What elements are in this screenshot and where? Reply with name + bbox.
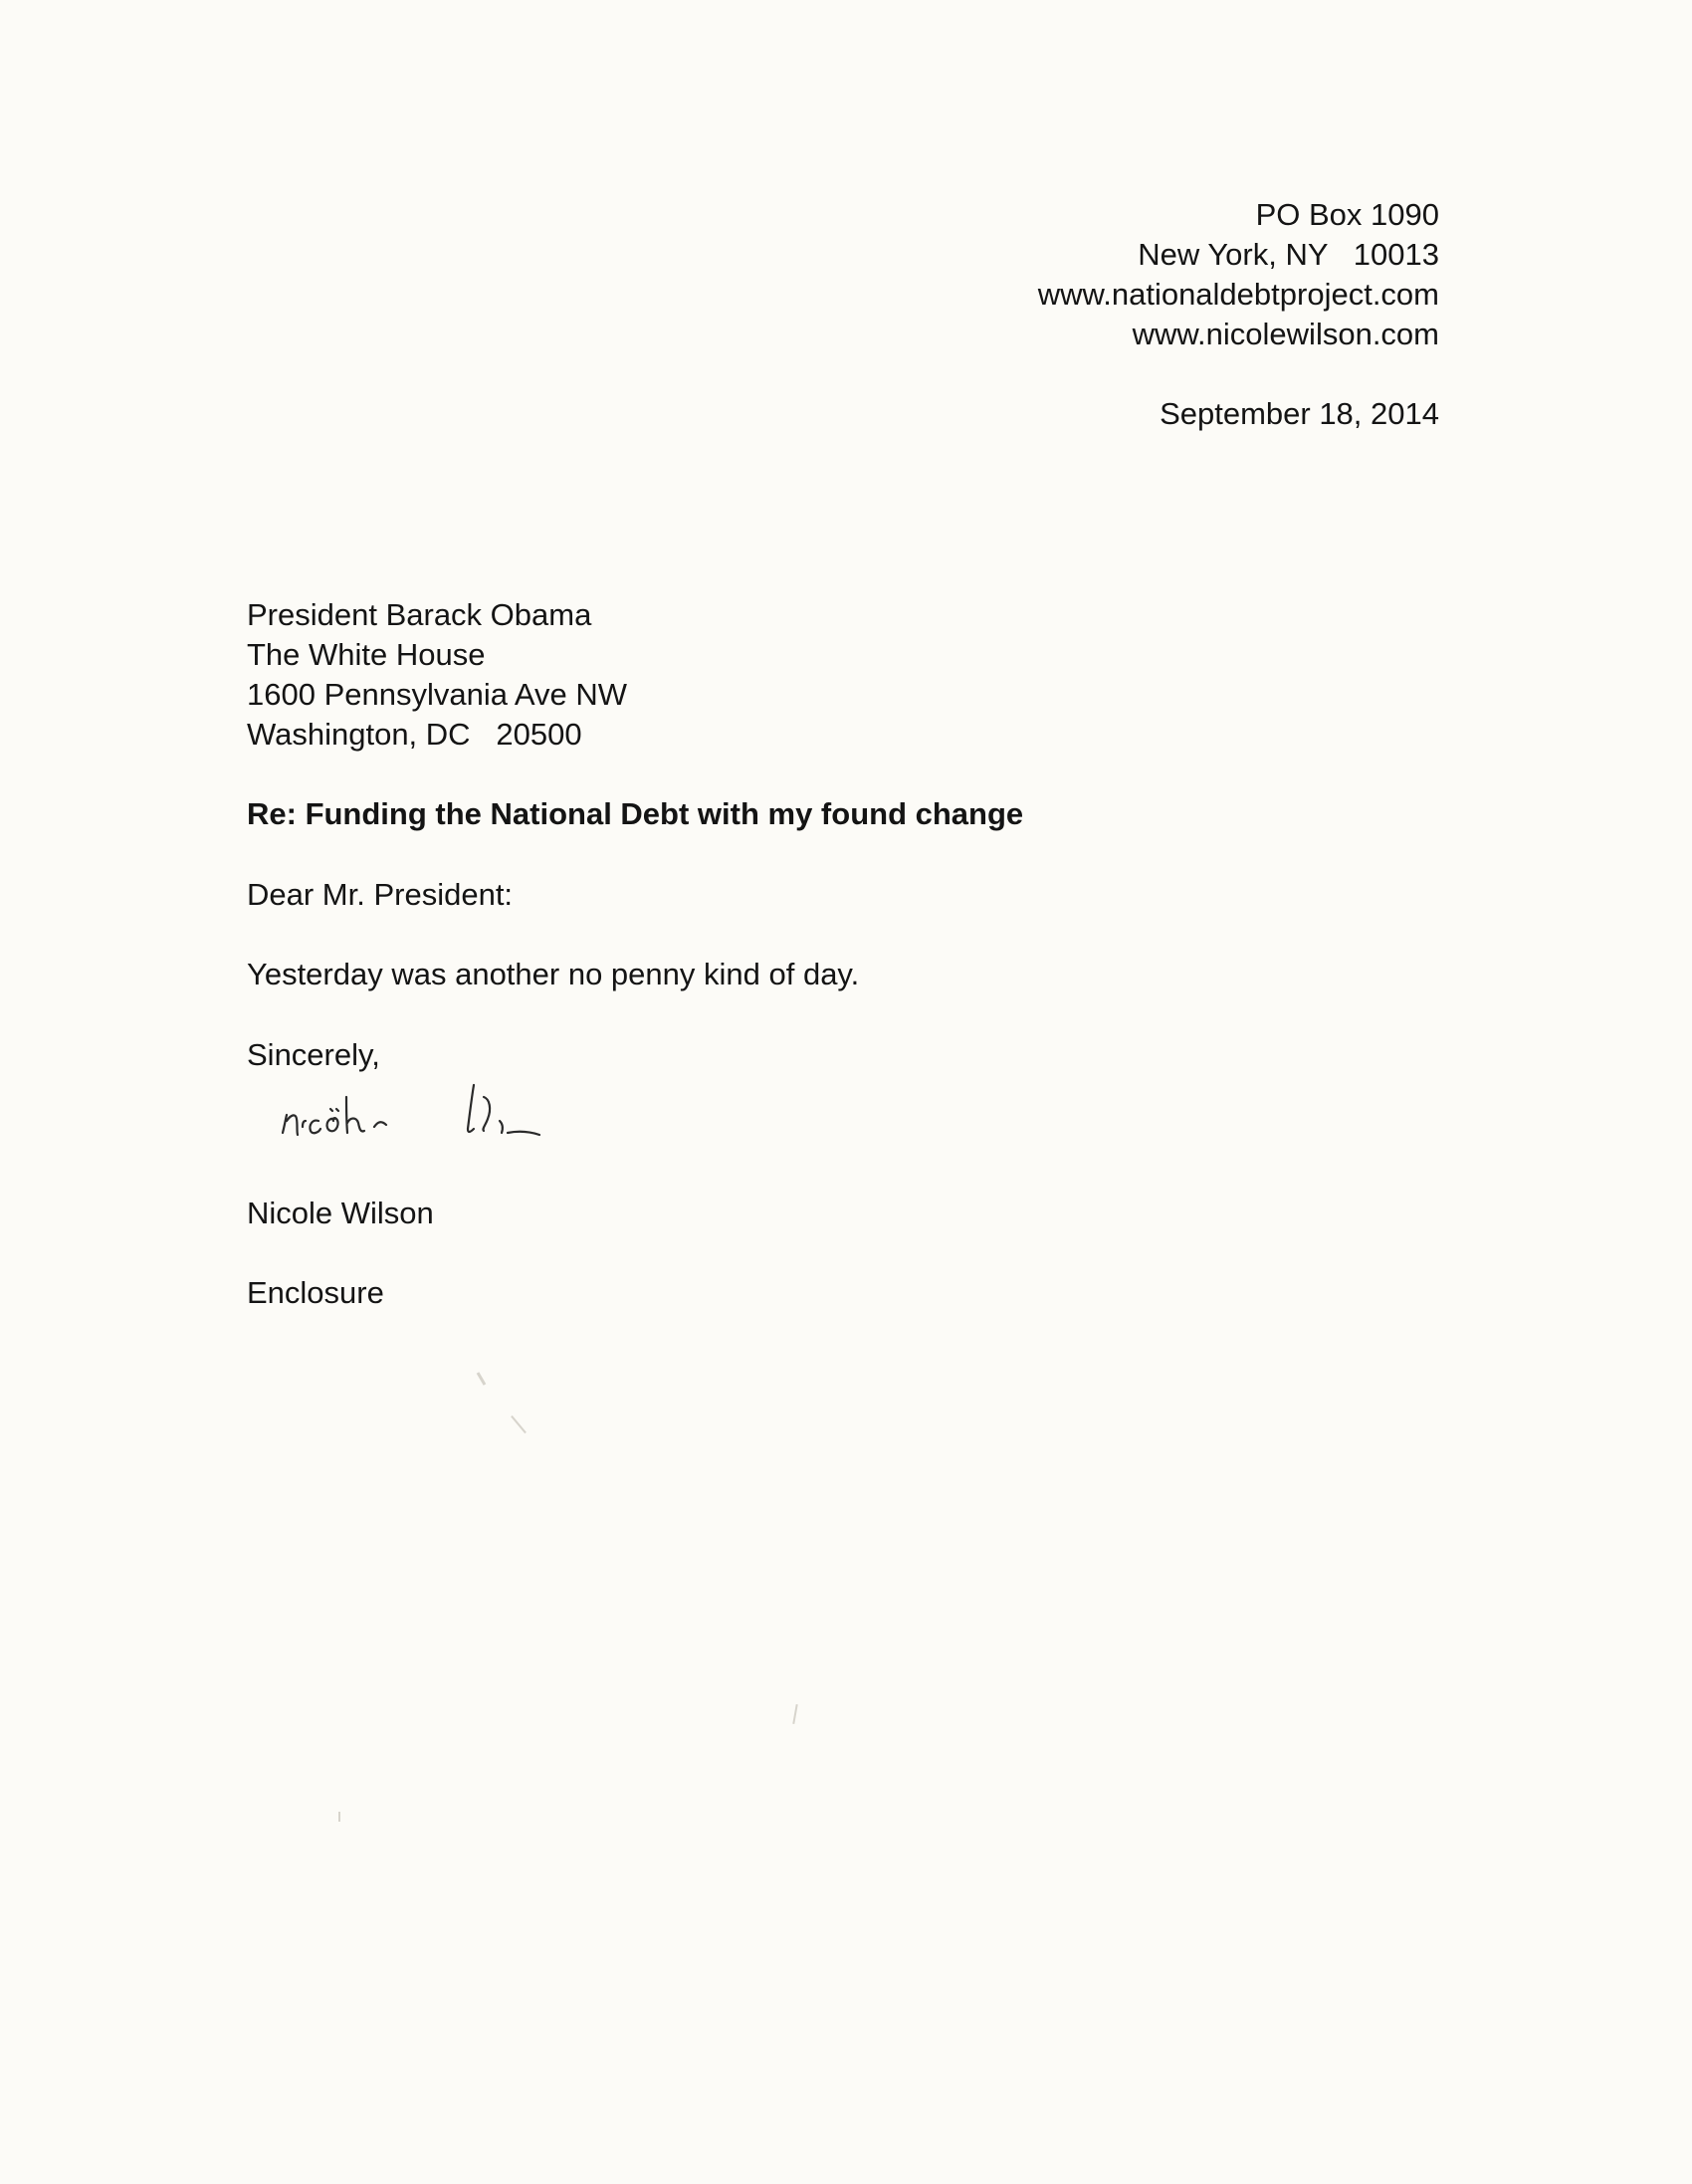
letter-body: Yesterday was another no penny kind of day. xyxy=(247,957,860,991)
recipient-line: 1600 Pennsylvania Ave NW xyxy=(247,677,627,712)
return-address-line: PO Box 1090 xyxy=(1255,197,1439,232)
enclosure-note: Enclosure xyxy=(247,1275,384,1310)
closing: Sincerely, xyxy=(247,1037,380,1072)
signer-name: Nicole Wilson xyxy=(247,1196,434,1230)
scan-speck xyxy=(477,1372,487,1386)
return-address-line: New York, NY 10013 xyxy=(1138,237,1439,272)
return-address-line: www.nationaldebtproject.com xyxy=(1037,277,1439,312)
recipient-line: President Barack Obama xyxy=(247,597,592,632)
salutation: Dear Mr. President: xyxy=(247,877,514,912)
recipient-address xyxy=(247,595,627,755)
letter-date: September 18, 2014 xyxy=(1160,396,1439,431)
scan-speck xyxy=(792,1704,797,1724)
scan-speck xyxy=(511,1416,527,1433)
subject-line: Re: Funding the National Debt with my found change xyxy=(247,796,1024,831)
return-address xyxy=(1038,195,1439,354)
recipient-line: Washington, DC 20500 xyxy=(247,717,582,752)
scan-speck xyxy=(338,1812,340,1822)
recipient-line: The White House xyxy=(247,637,486,672)
handwritten-signature xyxy=(279,1075,587,1165)
return-address-line: www.nicolewilson.com xyxy=(1132,317,1439,351)
